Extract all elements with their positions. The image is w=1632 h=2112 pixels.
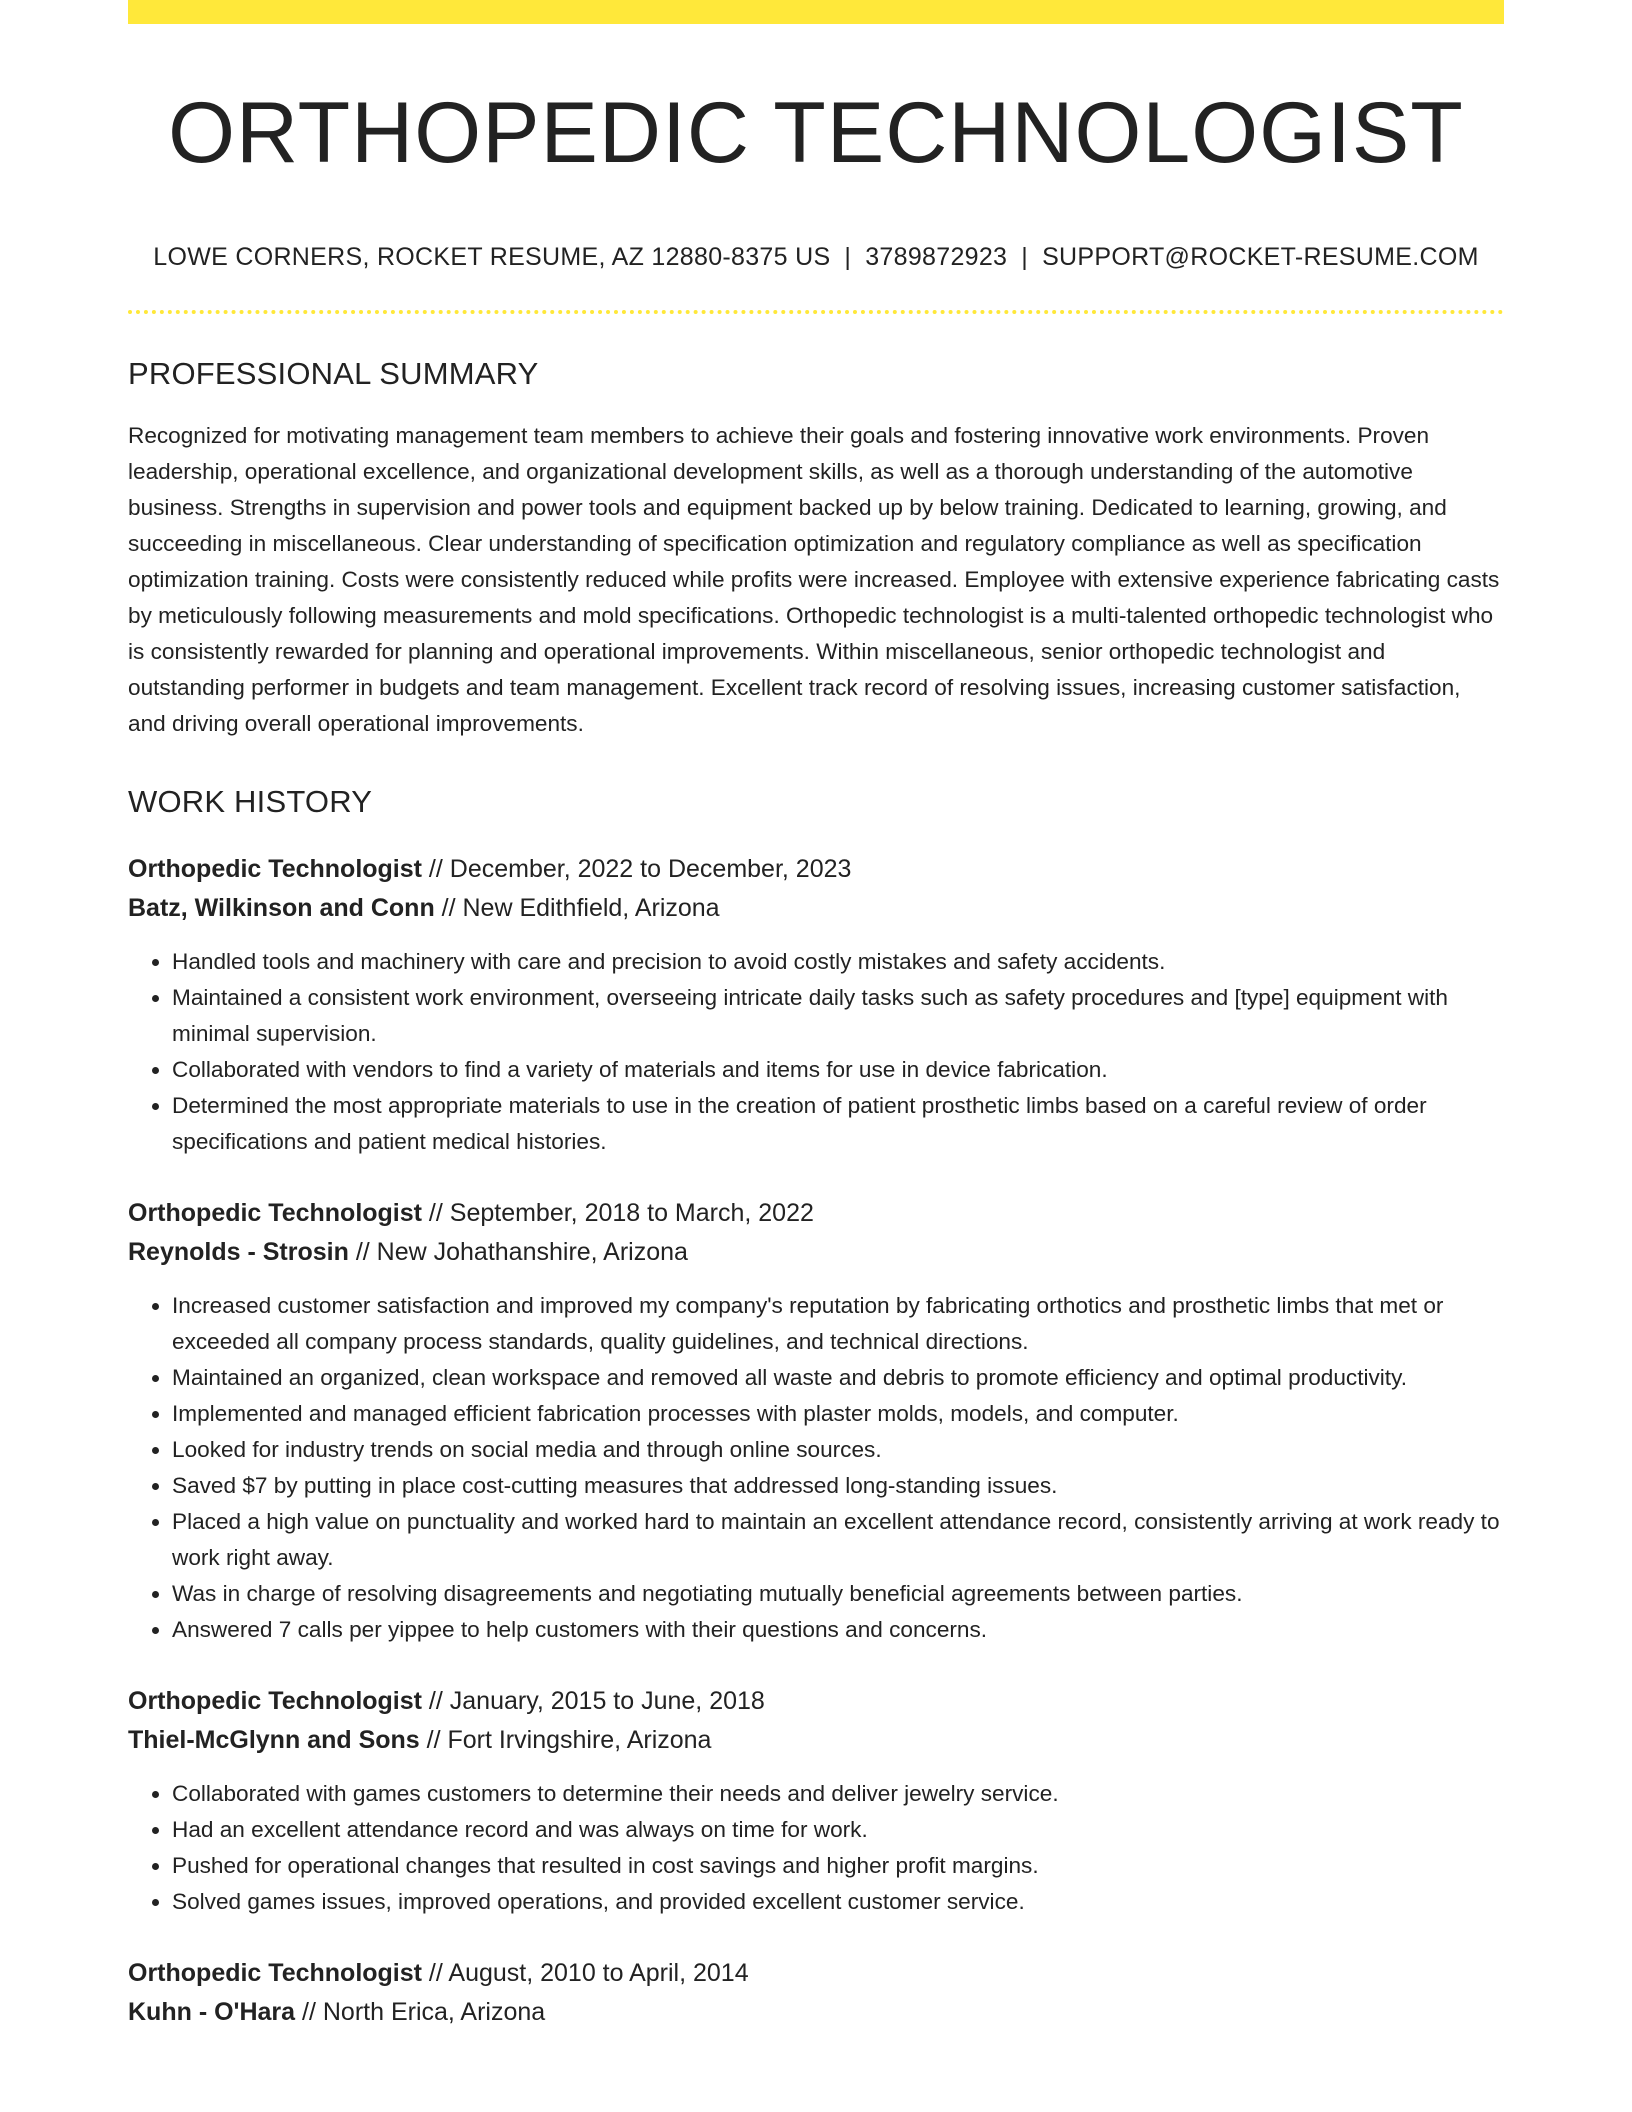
- job-location: // North Erica, Arizona: [295, 1997, 546, 2026]
- job-dates: // January, 2015 to June, 2018: [421, 1686, 765, 1715]
- job-bullet: • Determined the most appropriate materials to use in the creation of patient prosthetic limbs based on a careful review of order specifications and patient medical histories.: [172, 1088, 1504, 1160]
- job-bullet: • Had an excellent attendance record and was always on time for work.: [172, 1812, 1504, 1848]
- job-title-line: [128, 1954, 1504, 1993]
- job-dates: // August, 2010 to April, 2014: [421, 1958, 749, 1987]
- resume-name: ORTHOPEDIC TECHNOLOGIST: [168, 85, 1464, 181]
- job-bullet: • Handled tools and machinery with care and precision to avoid costly mistakes and safety accidents.: [172, 944, 1504, 980]
- contact-email[interactable]: SUPPORT@ROCKET-RESUME.COM: [1042, 242, 1479, 271]
- job-bullets: [128, 1288, 1504, 1648]
- job-entry: [128, 1682, 1504, 1920]
- job-bullet: • Maintained a consistent work environment, overseeing intricate daily tasks such as safety procedures and [type] equipment with minimal supervision.: [172, 980, 1504, 1052]
- job-bullet: • Answered 7 calls per yippee to help customers with their questions and concerns.: [172, 1612, 1504, 1648]
- job-title: Orthopedic Technologist: [128, 1198, 422, 1227]
- summary-heading: PROFESSIONAL SUMMARY: [128, 355, 539, 391]
- accent-bar: [128, 0, 1504, 24]
- job-bullets: [128, 1776, 1504, 1920]
- job-bullet: • Looked for industry trends on social media and through online sources.: [172, 1432, 1504, 1468]
- job-title: Orthopedic Technologist: [128, 854, 422, 883]
- work-history-heading: WORK HISTORY: [128, 783, 373, 819]
- job-location: // New Edithfield, Arizona: [434, 893, 720, 922]
- job-entry: [128, 1954, 1504, 2032]
- job-bullet: • Collaborated with vendors to find a variety of materials and items for use in device fabrication.: [172, 1052, 1504, 1088]
- job-list: [128, 850, 1504, 2032]
- job-bullets: [128, 944, 1504, 1160]
- job-bullet: • Placed a high value on punctuality and worked hard to maintain an excellent attendance record, consistently arriving at work ready to work right away.: [172, 1504, 1504, 1576]
- job-title-line: [128, 1682, 1504, 1721]
- job-title: Orthopedic Technologist: [128, 1958, 422, 1987]
- job-company: Reynolds - Strosin: [128, 1237, 349, 1266]
- job-bullet: • Pushed for operational changes that resulted in cost savings and higher profit margins.: [172, 1848, 1504, 1884]
- job-bullet: • Maintained an organized, clean workspace and removed all waste and debris to promote efficiency and optimal productivity.: [172, 1360, 1504, 1396]
- job-bullet: • Increased customer satisfaction and improved my company's reputation by fabricating orthotics and prosthetic limbs that met or exceeded all company process standards, quality guidelines, and technical directions.: [172, 1288, 1504, 1360]
- job-dates: // September, 2018 to March, 2022: [421, 1198, 814, 1227]
- job-company-line: [128, 1233, 1504, 1272]
- job-location: // New Johathanshire, Arizona: [348, 1237, 688, 1266]
- job-bullet: • Collaborated with games customers to determine their needs and deliver jewelry service.: [172, 1776, 1504, 1812]
- job-bullet: • Implemented and managed efficient fabrication processes with plaster molds, models, and computer.: [172, 1396, 1504, 1432]
- job-bullet: • Saved $7 by putting in place cost-cutting measures that addressed long-standing issues.: [172, 1468, 1504, 1504]
- job-title: Orthopedic Technologist: [128, 1686, 422, 1715]
- resume-page: [128, 0, 1504, 2032]
- job-company-line: [128, 889, 1504, 928]
- job-bullet: • Solved games issues, improved operations, and provided excellent customer service.: [172, 1884, 1504, 1920]
- job-company-line: [128, 1993, 1504, 2032]
- job-title-line: [128, 850, 1504, 889]
- job-entry: [128, 850, 1504, 1160]
- job-company: Thiel-McGlynn and Sons: [128, 1725, 420, 1754]
- dotted-divider: [128, 310, 1504, 314]
- contact-line: [128, 243, 1504, 272]
- summary-text: Recognized for motivating management team members to achieve their goals and fostering innovative work environments. Proven leadership, operational excellence, and organizational development skills, as well as a thorough understanding of the automotive business. Strengths in supervision and power tools and equipment backed up by below training. Dedicated to learning, growing, and succeeding in miscellaneous. Clear understanding of specification optimization and regulatory compliance as well as specification optimization training. Costs were consistently reduced while profits were increased. Employee with extensive experience fabricating casts by meticulously following measurements and mold specifications. Orthopedic technologist is a multi-talented orthopedic technologist who is consistently rewarded for planning and operational improvements. Within miscellaneous, senior orthopedic technologist and outstanding performer in budgets and team management. Excellent track record of resolving issues, increasing customer satisfaction, and driving overall operational improvements.: [128, 422, 1500, 736]
- contact-address: LOWE CORNERS, ROCKET RESUME, AZ 12880-8375 US: [153, 242, 831, 271]
- job-dates: // December, 2022 to December, 2023: [421, 854, 852, 883]
- job-bullet: • Was in charge of resolving disagreements and negotiating mutually beneficial agreements between parties.: [172, 1576, 1504, 1612]
- job-company: Batz, Wilkinson and Conn: [128, 893, 435, 922]
- contact-separator: |: [1021, 242, 1029, 271]
- contact-separator: |: [844, 242, 852, 271]
- job-title-line: [128, 1194, 1504, 1233]
- contact-phone: 3789872923: [865, 242, 1008, 271]
- job-entry: [128, 1194, 1504, 1648]
- job-company: Kuhn - O'Hara: [128, 1997, 296, 2026]
- job-location: // Fort Irvingshire, Arizona: [419, 1725, 712, 1754]
- job-company-line: [128, 1721, 1504, 1760]
